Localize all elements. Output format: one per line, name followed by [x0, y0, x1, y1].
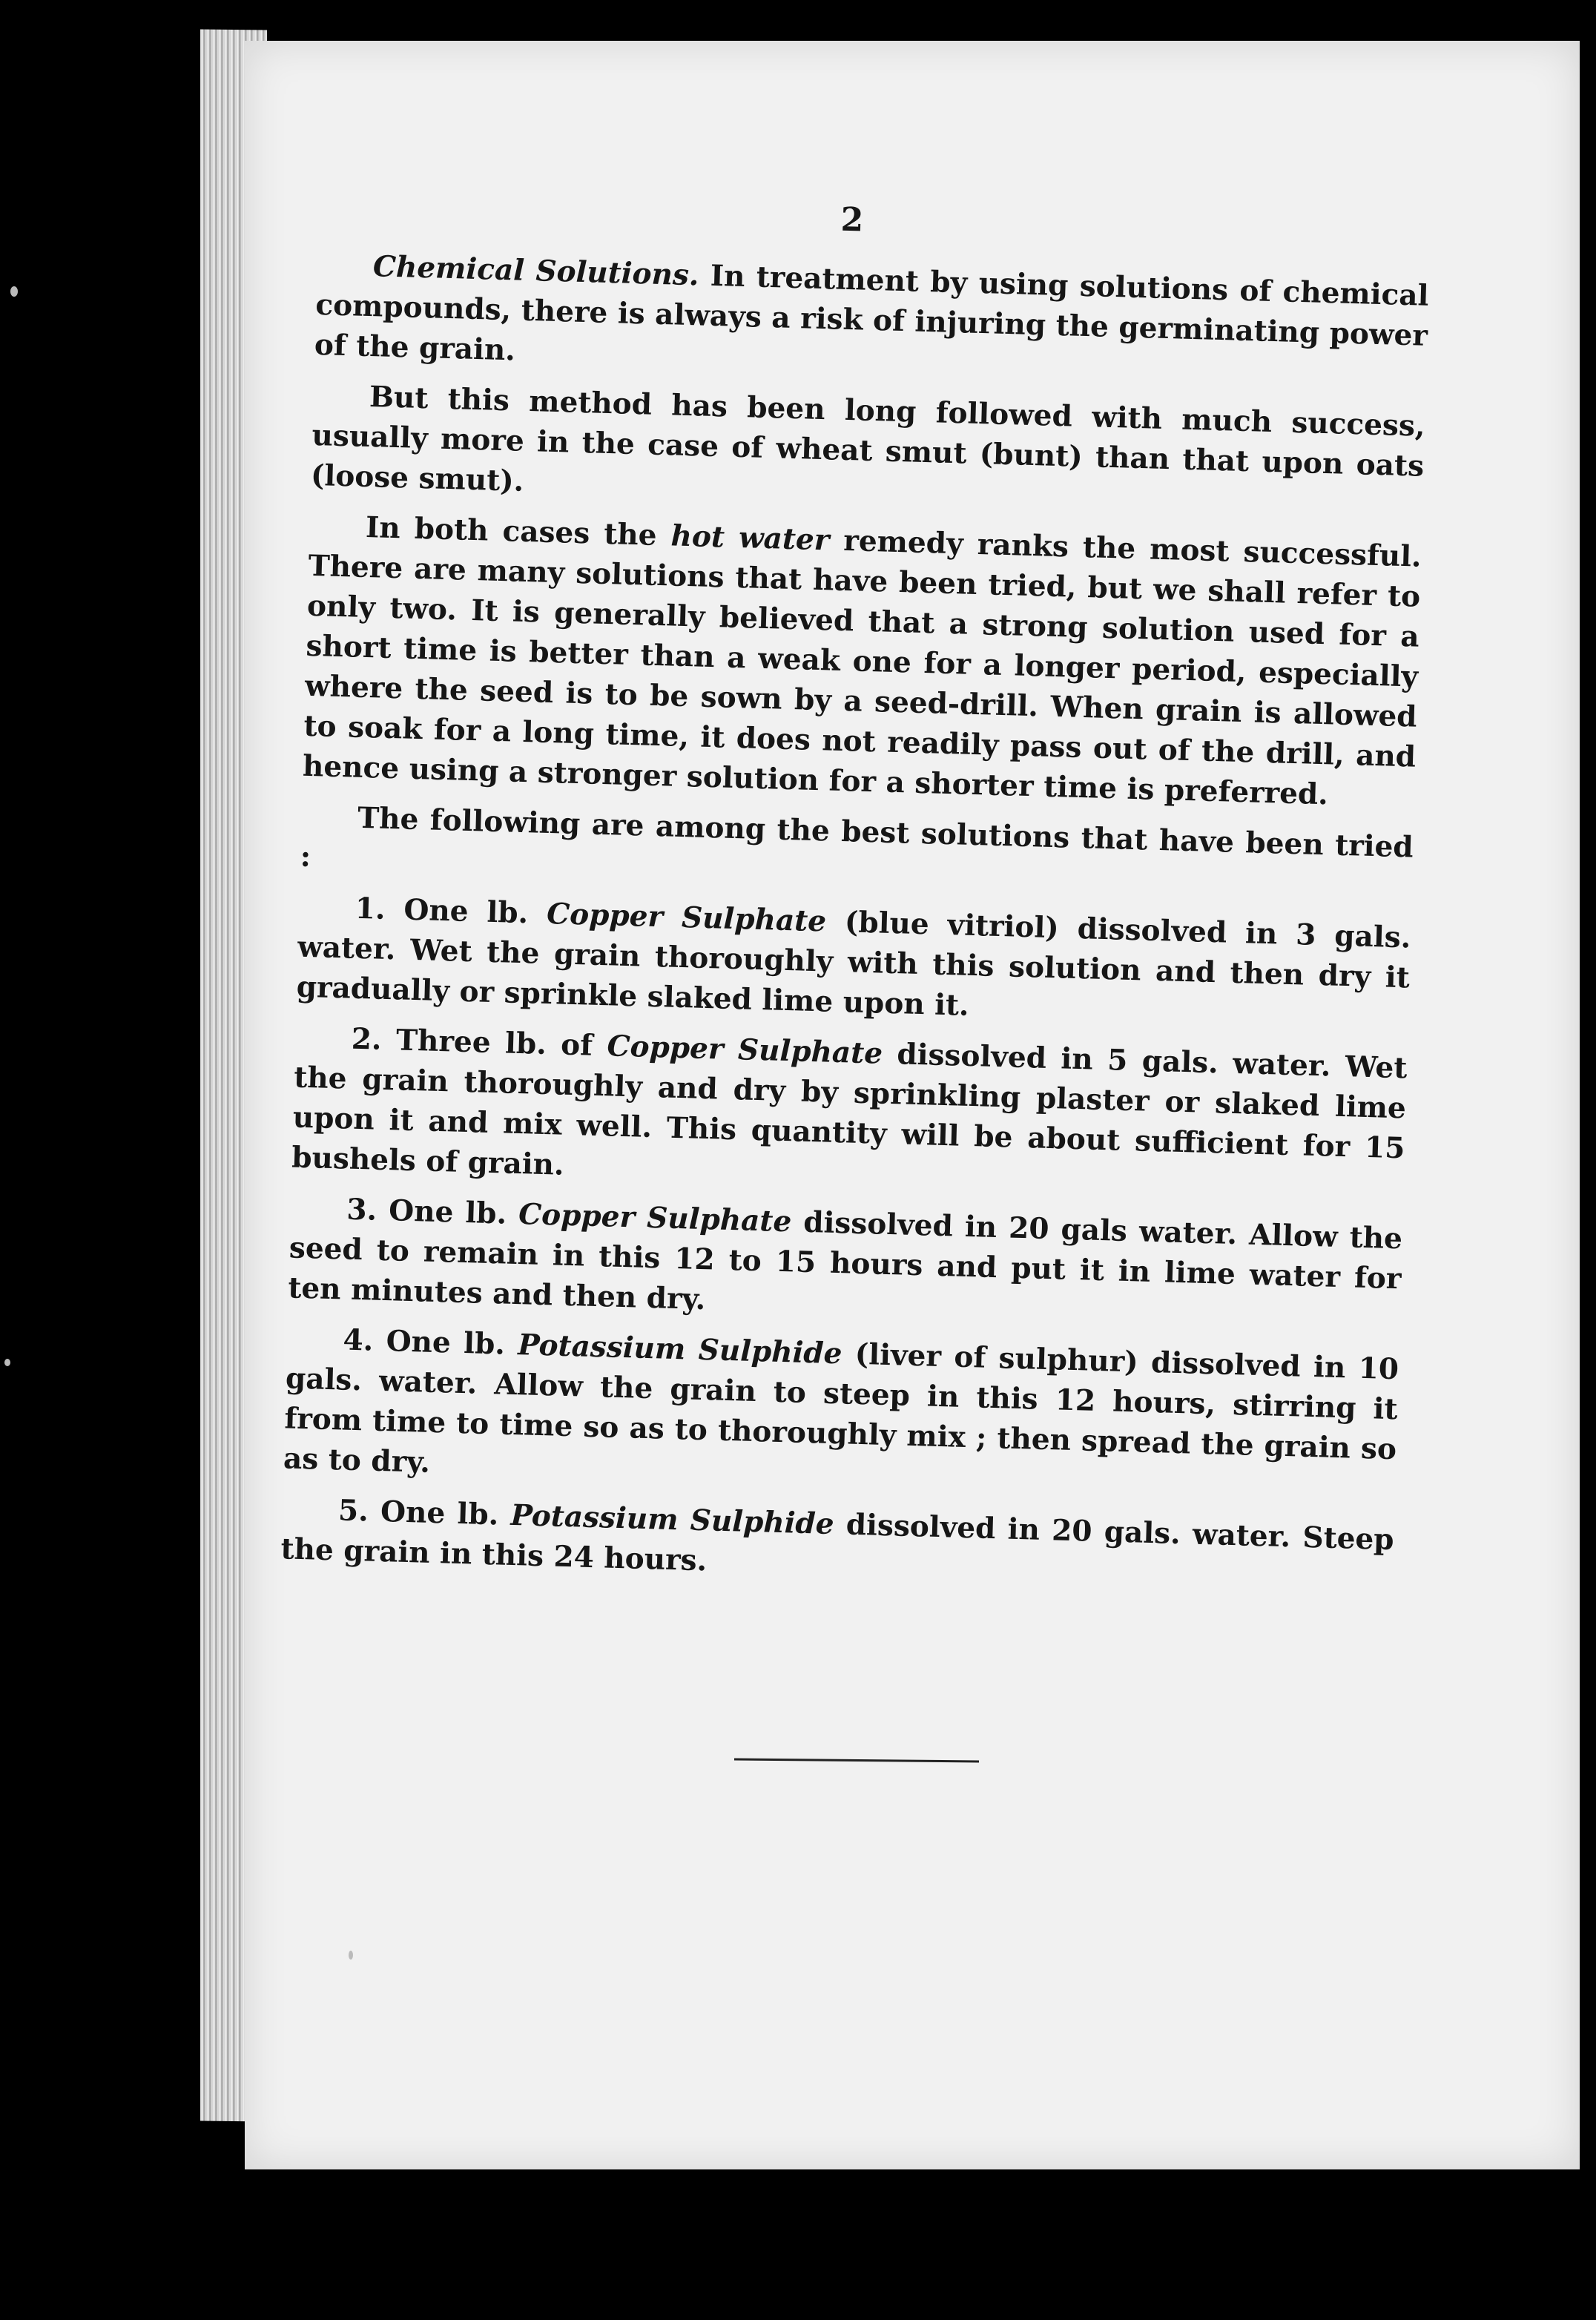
text-run: dissolved in 20 gals. water. Steep the grain in this 24 hours.	[280, 1507, 1395, 1578]
solution-item	[283, 1318, 1399, 1509]
emphasis-text: Copper Sulphate	[606, 1029, 883, 1071]
solution-item	[288, 1187, 1403, 1339]
text-run: (liver of sulphur) dissolved in 10 gals. water. Allow the grain to steep in this 12 hours, stirring it from time to time so as to thoroughly mix ; then spread the grain so as to dry.	[283, 1337, 1399, 1480]
emphasis-text: Potassium Sulphide	[510, 1497, 835, 1542]
solution-item	[291, 1018, 1408, 1209]
paragraph-text: In treatment by using solutions of chemical compounds, there is always a risk of injuring the germinating power of the grain.	[314, 258, 1430, 368]
text-run: 5. One lb.	[337, 1493, 512, 1532]
solution-item	[280, 1489, 1394, 1600]
text-run: remedy ranks the most successful. There are many solutions that have been tried, but we shall refer to only two. It is generally believed that a strong solution used for a short time is better than a weak one for a longer period, especially where the seed is to be sown by a seed-drill. When grain is allowed to soak for a long time, it does not readily pass out of the drill, and hence using a stronger solution for a shorter time is preferred.	[302, 523, 1422, 812]
solution-item	[296, 887, 1411, 1038]
paragraph-method: But this method has been long followed with much success, usually more in the case of wheat smut (bunt) than that upon oats (loose smut).	[310, 380, 1426, 498]
dust-speck	[349, 1951, 353, 1960]
dust-speck	[4, 1359, 10, 1366]
paragraph-intro	[314, 245, 1429, 396]
emphasis-text: hot water	[670, 518, 830, 558]
paragraph-following: The following are among the best solutions that have been tried :	[300, 800, 1414, 874]
text-run: dissolved in 20 gals water. Allow the seed to remain in this 12 to 15 hours and put it in lime water for ten minutes and then dry.	[287, 1205, 1403, 1317]
emphasis-text: Copper Sulphate	[546, 896, 827, 939]
text-run: dissolved in 5 gals. water. Wet the grain thoroughly and dry by sprinkling plaster or slaked lime upon it and mix well. This quantity will be about sufficient for 15 bushels of grain.	[291, 1036, 1408, 1182]
page-text	[280, 185, 1431, 1610]
text-run: 1. One lb.	[355, 891, 547, 931]
section-heading: Chemical Solutions.	[372, 249, 700, 293]
emphasis-text: Potassium Sulphide	[517, 1328, 843, 1371]
page-number: 2	[840, 200, 864, 240]
emphasis-text: Copper Sulphate	[518, 1197, 792, 1239]
text-run: In both cases the	[365, 510, 672, 553]
text-run: 2. Three lb. of	[351, 1021, 608, 1064]
paragraph-both-cases	[302, 506, 1422, 817]
text-run: 4. One lb.	[342, 1322, 519, 1362]
text-run: (blue vitriol) dissolved in 3 gals. water. Wet the grain thoroughly with this solution and then dry it gradually or sprinkle slaked lime upon it.	[296, 904, 1411, 1023]
text-run: 3. One lb.	[346, 1192, 519, 1232]
dust-speck	[10, 286, 18, 297]
